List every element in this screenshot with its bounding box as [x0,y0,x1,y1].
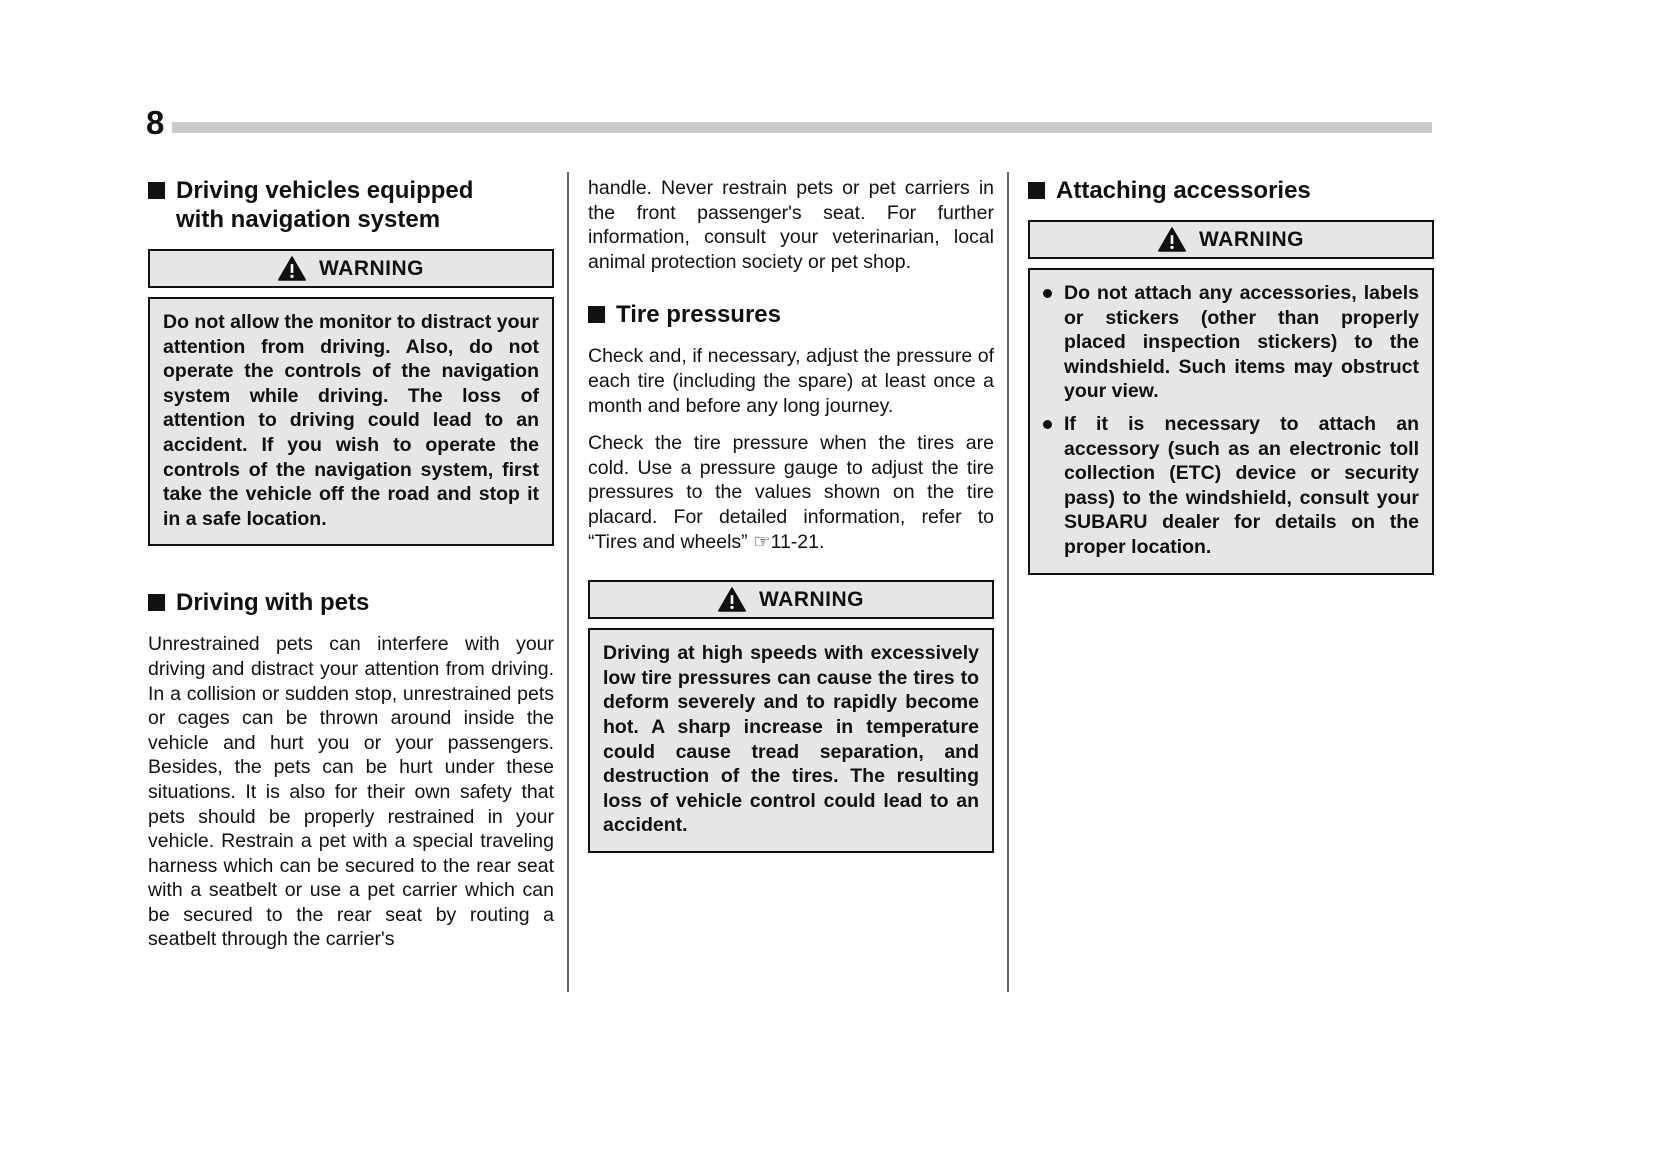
bullet-icon [1043,420,1052,429]
section-square-icon [148,182,165,199]
section-square-icon [1028,182,1045,199]
page-number: 8 [146,104,165,141]
bullet-icon [1043,289,1052,298]
section-heading-navigation [148,176,554,234]
top-rule [172,122,1432,133]
pets-continuation-text [588,176,994,274]
column-middle [588,176,994,853]
warning-header [1028,220,1434,259]
bullet-text: Do not attach any accessories, labels or stickers (other than properly placed inspection stickers) to the windshield. Such items may obstruct your view. [1064,282,1419,403]
section-heading-tire-pressures [588,300,994,329]
warning-body [148,297,554,546]
paragraph: Check the tire pressure when the tires are cold. Use a pressure gauge to adjust the tire pressures to the values shown on the tire placard. For detailed information, refer to “Tires and wheels” ☞11-21. [588,432,994,553]
section-heading-text: Driving with pets [176,589,370,617]
paragraph: Check and, if necessary, adjust the pressure of each tire (including the spare) at least once a month and before any long journey. [588,345,994,417]
warning-header [148,249,554,288]
section-heading-text: Driving vehicles equipped with navigation system [176,177,474,233]
column-right [1028,176,1434,575]
paragraph: handle. Never restrain pets or pet carriers in the front passenger's seat. For further information, consult your veterinarian, local animal protection society or pet shop. [588,177,994,273]
warning-paragraph: Do not allow the monitor to distract your attention from driving. Also, do not operate the controls of the navigation system while driving. The loss of attention to driving could lead to an accident. If you wish to operate the controls of the navigation system, first take the vehicle off the road and stop it in a safe location. [163,311,539,530]
warning-label: WARNING [1199,227,1304,251]
section-heading-text: Attaching accessories [1056,177,1311,204]
section-heading-pets [148,588,554,617]
warning-triangle-icon [718,587,746,612]
warning-triangle-icon [278,256,306,281]
warning-triangle-icon [1158,227,1186,252]
warning-body [588,628,994,853]
section-heading-text: Tire pressures [616,301,781,329]
warning-paragraph: Driving at high speeds with excessively low tire pressures can cause the tires to deform severely and to rapidly become hot. A sharp increase in temperature could cause tread separation, and destruction of the tires. The resulting loss of vehicle control could lead to an accident. [603,642,979,837]
warning-bullet-item [1043,281,1419,404]
warning-body [1028,268,1434,575]
section-square-icon [148,594,165,611]
bullet-text: If it is necessary to attach an accessory (such as an electronic toll collection (ETC) device or security pass) to the windshield, consult your SUBARU dealer for details on the proper location. [1064,412,1419,558]
paragraph: Unrestrained pets can interfere with your driving and distract your attention from driving. In a collision or sudden stop, unrestrained pets or cages can be thrown around inside the vehicle and hurt you or your passengers. Besides, the pets can be hurt under these situations. It is also for their own safety that pets should be properly restrained in your vehicle. Restrain a pet with a special traveling harness which can be secured to the rear seat with a seatbelt or use a pet carrier which can be secured to the rear seat by routing a seatbelt through the carrier's [148,633,554,951]
section-square-icon [588,306,605,323]
tire-pressure-text [588,344,994,554]
warning-label: WARNING [759,587,864,611]
warning-label: WARNING [319,256,424,280]
column-left [148,176,554,952]
warning-bullet-item [1043,412,1419,560]
column-divider-right [1007,172,1009,992]
pets-body-text [148,632,554,952]
column-divider-left [567,172,569,992]
warning-header [588,580,994,619]
section-heading-attaching-accessories [1028,176,1434,205]
